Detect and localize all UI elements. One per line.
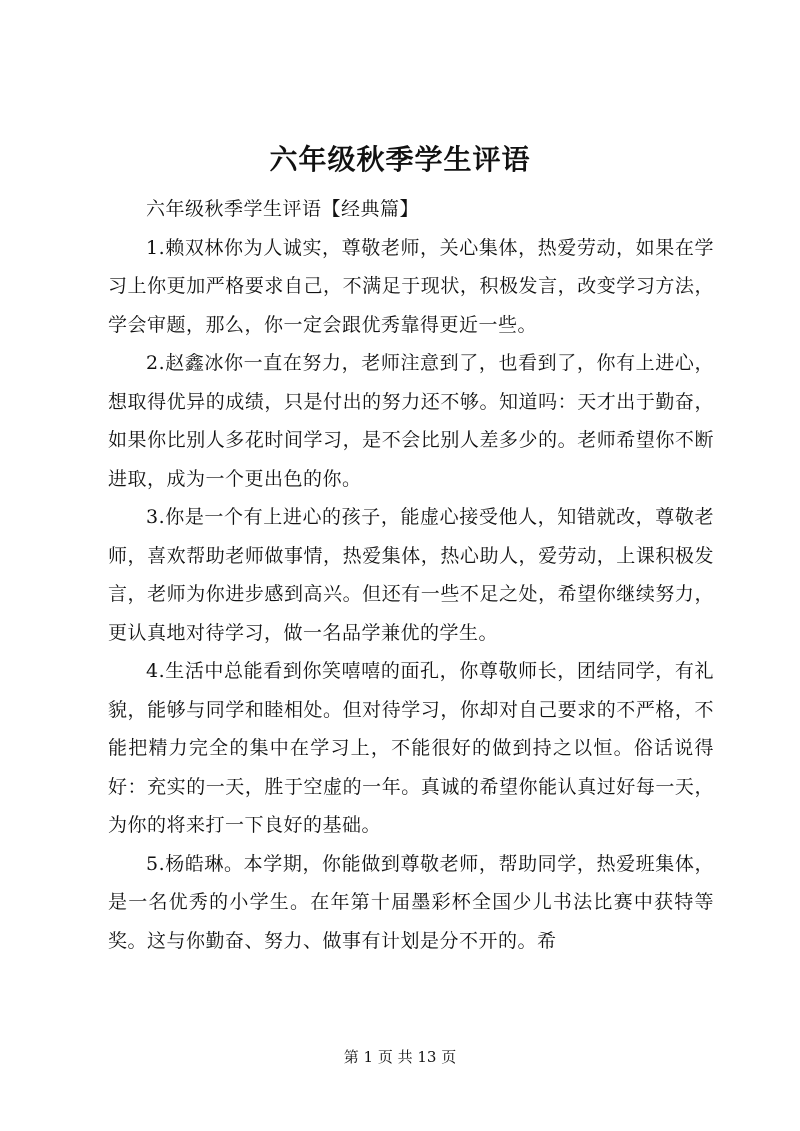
comment-paragraph-5: 5.杨皓琳。本学期，你能做到尊敬老师，帮助同学，热爱班集体，是一名优秀的小学生。在年第十届墨彩杯全国少儿书法比赛中获特等奖。这与你勤奋、努力、做事有计划是分不开的。希 (108, 852, 714, 952)
page-title: 六年级秋季学生评语 (269, 143, 531, 176)
document-body (108, 190, 714, 960)
comment-paragraph-1: 1.赖双林你为人诚实，尊敬老师，关心集体，热爱劳动，如果在学习上你更加严格要求自己，不满足于现状，积极发言，改变学习方法，学会审题，那么，你一定会跟优秀靠得更近一些。 (108, 236, 714, 336)
comment-paragraph-2: 2.赵鑫冰你一直在努力，老师注意到了，也看到了，你有上进心，想取得优异的成绩，只是付出的努力还不够。知道吗：天才出于勤奋，如果你比别人多花时间学习，是不会比别人差多少的。老师希望你不断进取，成为一个更出色的你。 (108, 352, 714, 490)
page-number-footer: 第 1 页 共 13 页 (343, 1048, 457, 1066)
subtitle-paragraph: 六年级秋季学生评语【经典篇】 (146, 198, 420, 220)
comment-paragraph-4: 4.生活中总能看到你笑嘻嘻的面孔，你尊敬师长，团结同学，有礼貌，能够与同学和睦相处。但对待学习，你却对自己要求的不严格，不能把精力完全的集中在学习上，不能很好的做到持之以恒。俗话说得好：充实的一天，胜于空虚的一年。真诚的希望你能认真过好每一天，为你的将来打一下良好的基础。 (108, 660, 714, 836)
comment-paragraph-3: 3.你是一个有上进心的孩子，能虚心接受他人，知错就改，尊敬老师，喜欢帮助老师做事情，热爱集体，热心助人，爱劳动，上课积极发言，老师为你进步感到高兴。但还有一些不足之处，希望你继续努力，更认真地对待学习，做一名品学兼优的学生。 (108, 506, 714, 644)
